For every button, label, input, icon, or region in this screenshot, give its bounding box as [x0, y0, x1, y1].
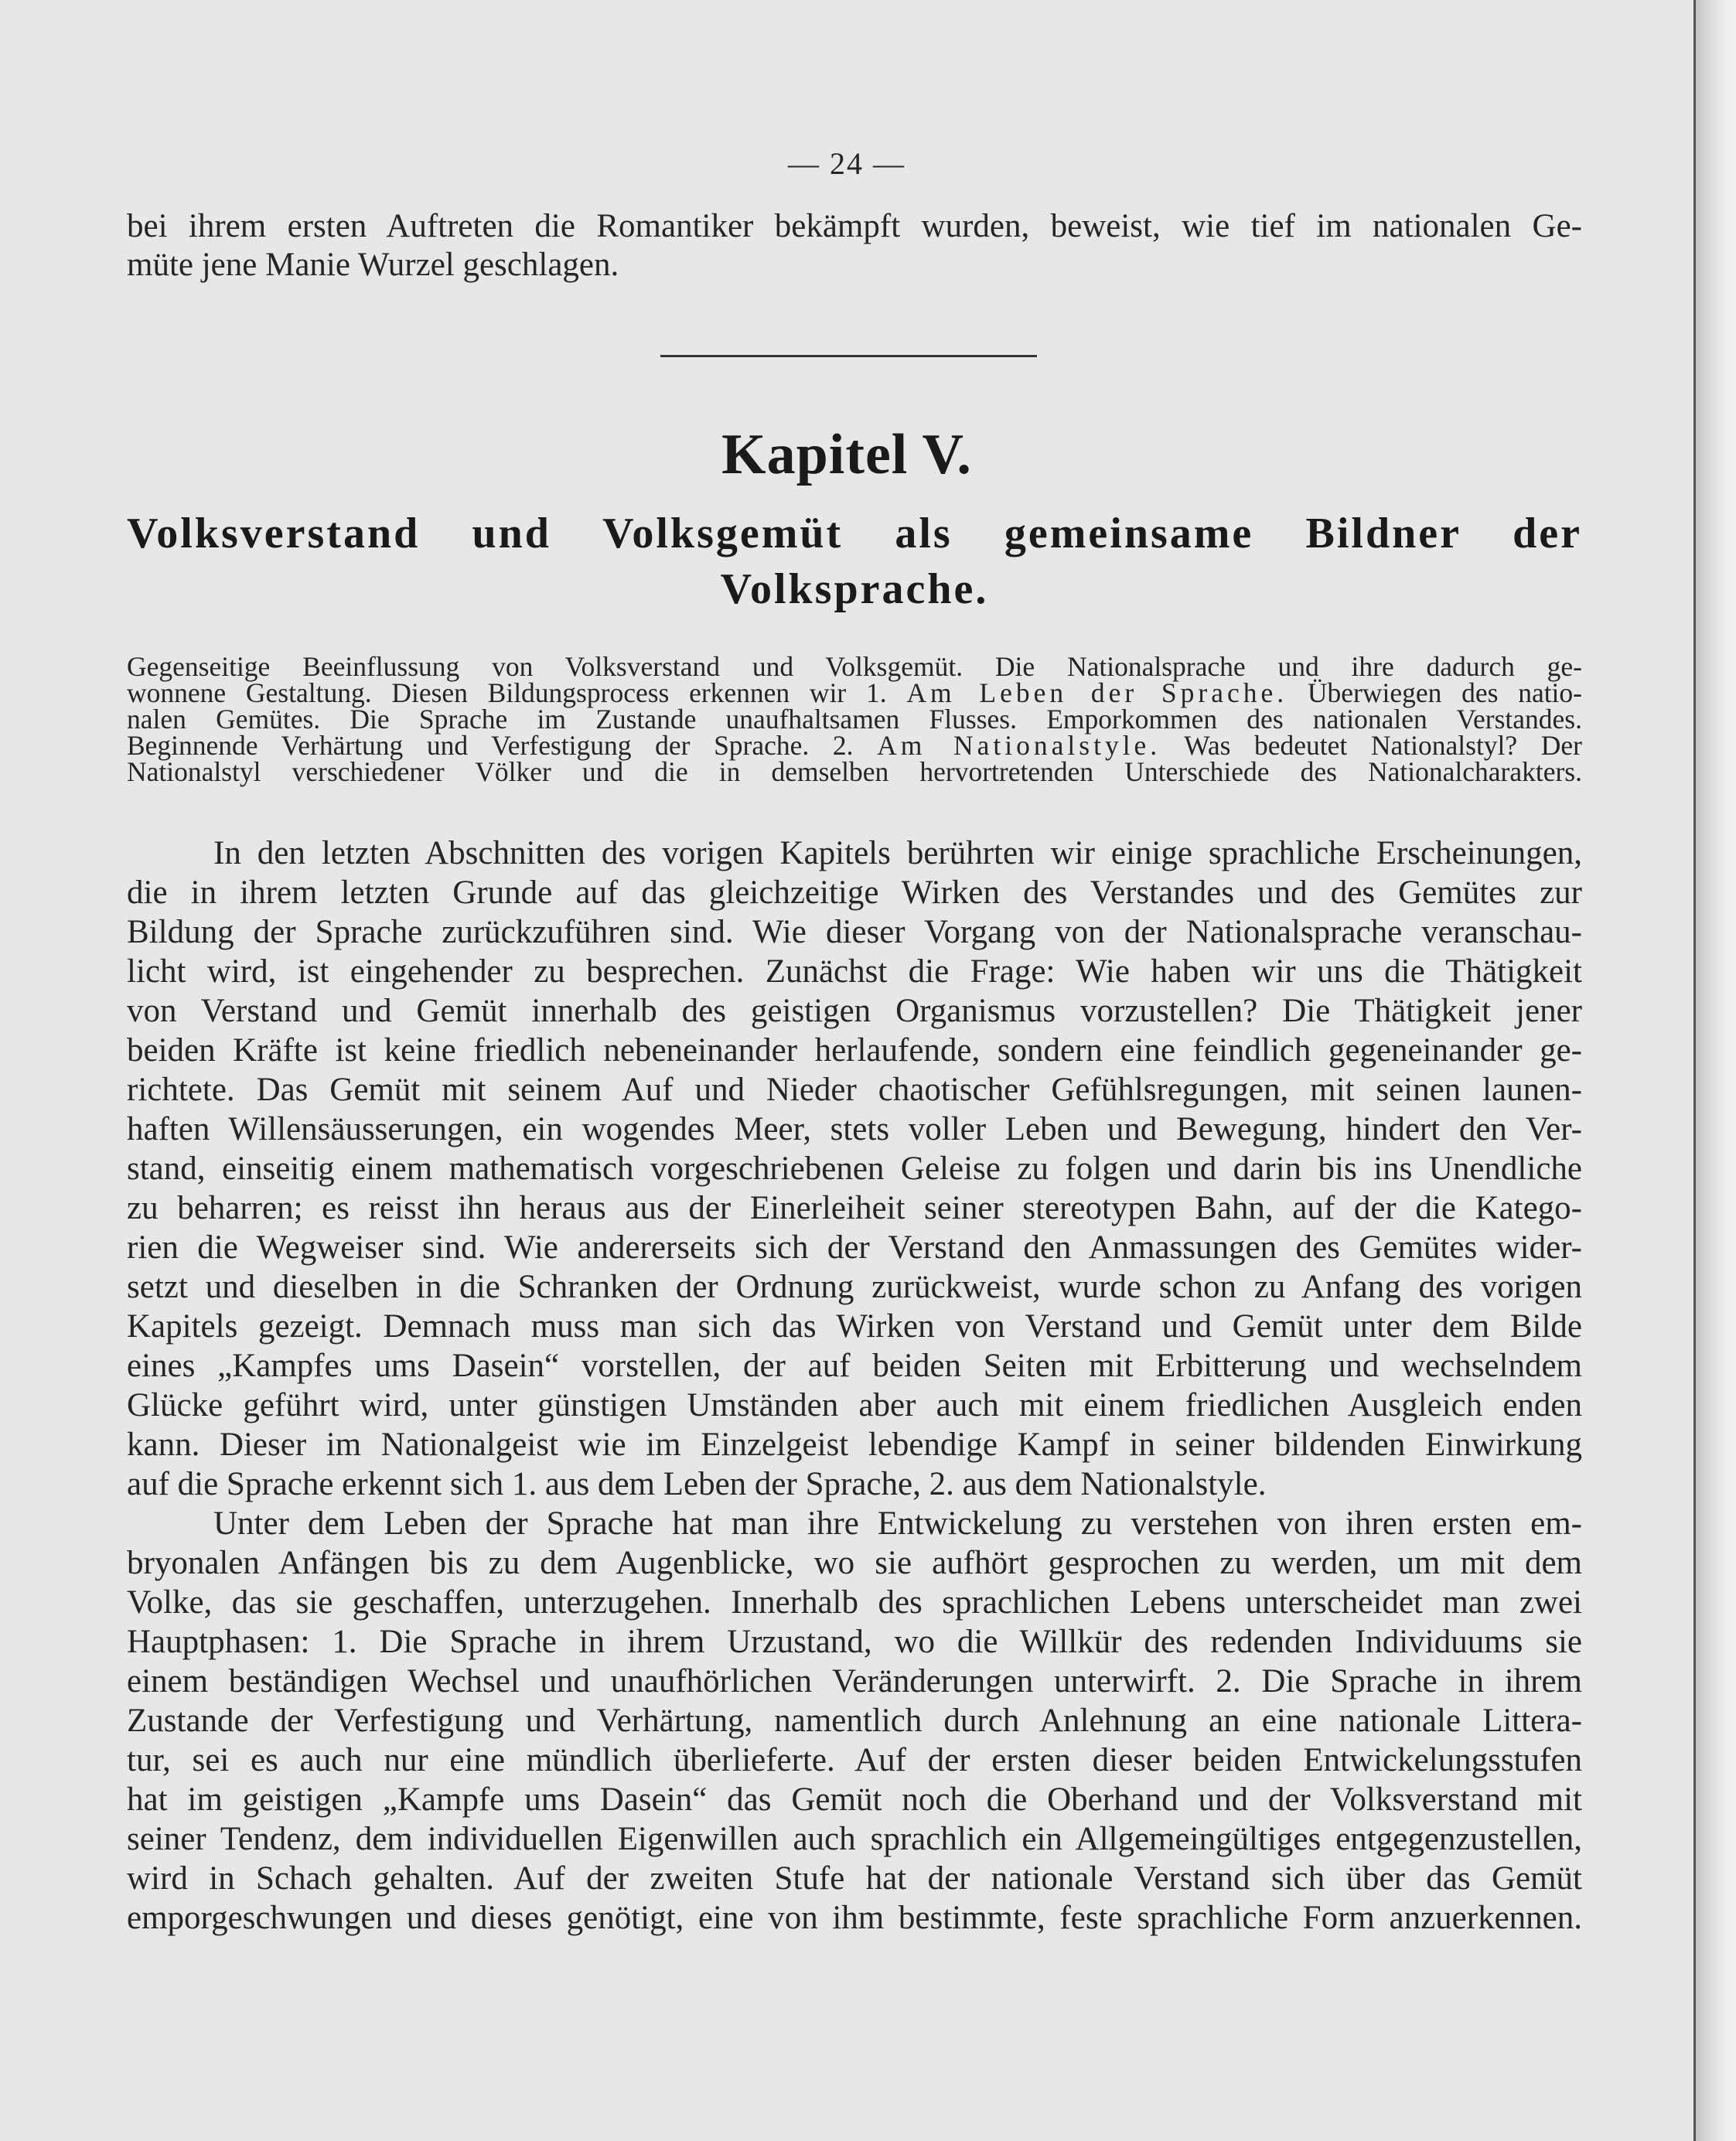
- text-line: bei ihrem ersten Auftreten die Romantiker bekämpft wurden, beweist, wie tief im nationalen Ge-: [127, 208, 1582, 244]
- text-line: Glücke geführt wird, unter günstigen Umständen aber auch mit einem friedlichen Ausgleich enden: [127, 1387, 1582, 1423]
- text-line: Zustande der Verfestigung und Verhärtung, namentlich durch Anlehnung an eine nationale Littera-: [127, 1703, 1582, 1739]
- summary-text: Überwiegen des natio-: [1307, 677, 1582, 708]
- page-border-line: [1693, 0, 1696, 2141]
- text-line: kann. Dieser im Nationalgeist wie im Einzelgeist lebendige Kampf in seiner bildenden Einwirkung: [127, 1427, 1582, 1463]
- text-line: setzt und dieselben in die Schranken der Ordnung zurückweist, wurde schon zu Anfang des vorigen: [127, 1269, 1582, 1305]
- text-line: eines „Kampfes ums Dasein“ vorstellen, der auf beiden Seiten mit Erbitterung und wechselndem: [127, 1348, 1582, 1384]
- page-number: — 24 —: [788, 146, 906, 181]
- paragraph-2: [127, 1504, 1582, 1938]
- summary-line: [127, 732, 1582, 759]
- text-line: Unter dem Leben der Sprache hat man ihre Entwickelung zu verstehen von ihren ersten em-: [213, 1505, 1582, 1542]
- text-line: beiden Kräfte ist keine friedlich nebeneinander herlaufende, sondern eine feindlich gegeneinander ge-: [127, 1032, 1582, 1069]
- text-line: Hauptphasen: 1. Die Sprache in ihrem Urzustand, wo die Willkür des redenden Individuums sie: [127, 1624, 1582, 1660]
- text-line: Kapitels gezeigt. Demnach muss man sich das Wirken von Verstand und Gemüt unter dem Bilde: [127, 1308, 1582, 1345]
- summary-line: nalen Gemütes. Die Sprache im Zustande unaufhaltsamen Flusses. Emporkommen des nationalen Verstandes.: [127, 704, 1582, 735]
- chapter-subtitle: [127, 506, 1582, 617]
- text-line: müte jene Manie Wurzel geschlagen.: [127, 247, 619, 283]
- text-line: licht wird, ist eingehender zu besprechen. Zunächst die Frage: Wie haben wir uns die Thätigkeit: [127, 953, 1582, 990]
- summary-line: Nationalstyl verschiedener Völker und die in demselben hervortretenden Unterschiede des Nationalcharakters.: [127, 756, 1582, 787]
- text-line: die in ihrem letzten Grunde auf das gleichzeitige Wirken des Verstandes und des Gemütes zur: [127, 874, 1582, 911]
- text-line: von Verstand und Gemüt innerhalb des geistigen Organismus vorzustellen? Die Thätigkeit jener: [127, 993, 1582, 1029]
- text-line: stand, einseitig einem mathematisch vorgeschriebenen Geleise zu folgen und darin bis ins Unendliche: [127, 1151, 1582, 1187]
- text-line: wird in Schach gehalten. Auf der zweiten Stufe hat der nationale Verstand sich über das Gemüt: [127, 1860, 1582, 1897]
- page-edge-shadow: [1693, 0, 1736, 2141]
- text-line: In den letzten Abschnitten des vorigen Kapitels berührten wir einige sprachliche Erscheinungen,: [213, 835, 1582, 871]
- text-line: emporgeschwungen und dieses genötigt, eine von ihm bestimmte, feste sprachliche Form anzuerkennen.: [127, 1900, 1582, 1936]
- text-line: zu beharren; es reisst ihn heraus aus der Einerleiheit seiner stereotypen Bahn, auf der die Katego-: [127, 1190, 1582, 1226]
- body-text: [127, 834, 1582, 1938]
- summary-text: wonnene Gestaltung. Diesen Bildungsprocess erkennen wir 1.: [127, 677, 887, 708]
- section-divider: [660, 355, 1037, 357]
- paragraph-1: [127, 834, 1582, 1504]
- chapter-title: Kapitel V.: [721, 423, 972, 486]
- summary-line: [127, 677, 1582, 708]
- text-line: auf die Sprache erkennt sich 1. aus dem Leben der Sprache, 2. aus dem Nationalstyle.: [127, 1466, 1267, 1502]
- summary-text: Was bedeutet Nationalstyl? Der: [1184, 730, 1583, 761]
- text-line: hat im geistigen „Kampfe ums Dasein“ das Gemüt noch die Oberhand und der Volksverstand mit: [127, 1781, 1582, 1818]
- text-line: einem beständigen Wechsel und unaufhörlichen Veränderungen unterwirft. 2. Die Sprache in ihrem: [127, 1663, 1582, 1700]
- text-line: rien die Wegweiser sind. Wie andererseits sich der Verstand den Anmassungen des Gemütes wider-: [127, 1229, 1582, 1266]
- text-line: Bildung der Sprache zurückzuführen sind. Wie dieser Vorgang von der Nationalsprache veranschau-: [127, 914, 1582, 950]
- subtitle-line: Volksverstand und Volksgemüt als gemeinsame Bildner der: [127, 510, 1582, 557]
- summary-spaced-text: Am Leben der Sprache.: [906, 677, 1288, 708]
- text-line: haften Willensäusserungen, ein wogendes Meer, stets voller Leben und Bewegung, hindert den Ver-: [127, 1111, 1582, 1147]
- summary-spaced-text: Am Nationalstyle.: [877, 730, 1161, 761]
- summary-text: Beginnende Verhärtung und Verfestigung der Sprache. 2.: [127, 730, 854, 761]
- text-line: richtete. Das Gemüt mit seinem Auf und Nieder chaotischer Gefühlsregungen, mit seinen launen-: [127, 1072, 1582, 1108]
- text-line: bryonalen Anfängen bis zu dem Augenblicke, wo sie aufhört gesprochen zu werden, um mit dem: [127, 1545, 1582, 1581]
- summary-line: Gegenseitige Beeinflussung von Volksverstand und Volksgemüt. Die Nationalsprache und ihre dadurch ge-: [127, 651, 1582, 682]
- text-line: seiner Tendenz, dem individuellen Eigenwillen auch sprachlich ein Allgemeingültiges entgegenzustellen,: [127, 1821, 1582, 1857]
- intro-text: [127, 207, 1582, 285]
- chapter-summary: [127, 653, 1582, 785]
- text-line: tur, sei es auch nur eine mündlich überlieferte. Auf der ersten dieser beiden Entwickelungsstufen: [127, 1742, 1582, 1778]
- subtitle-line: Volksprache.: [720, 565, 989, 613]
- text-line: Volke, das sie geschaffen, unterzugehen. Innerhalb des sprachlichen Lebens unterscheidet man zwei: [127, 1584, 1582, 1621]
